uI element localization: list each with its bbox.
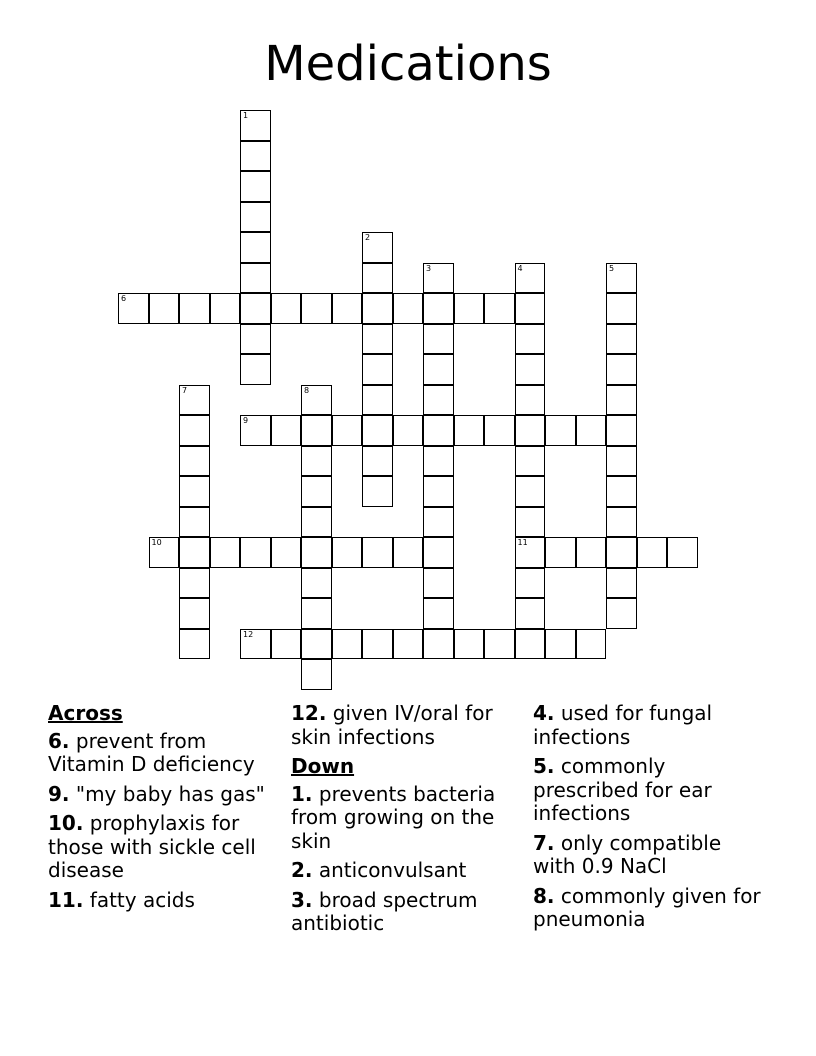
clue-text: broad spectrum antibiotic [291, 887, 478, 935]
grid-cell[interactable] [606, 324, 637, 355]
grid-cell[interactable] [515, 507, 546, 538]
clue-number: 5. [533, 754, 555, 778]
grid-cell[interactable] [515, 293, 546, 324]
grid-cell[interactable] [332, 629, 363, 660]
cell-number: 4 [517, 263, 523, 273]
grid-cell[interactable] [515, 476, 546, 507]
grid-cell[interactable] [393, 537, 424, 568]
clue-item [48, 730, 284, 777]
grid-cell[interactable] [362, 293, 393, 324]
grid-cell[interactable] [515, 354, 546, 385]
grid-cell[interactable] [362, 385, 393, 416]
grid-cell[interactable] [423, 598, 454, 629]
grid-cell[interactable] [362, 476, 393, 507]
page-title: Medications [264, 36, 552, 92]
grid-cell[interactable] [179, 598, 210, 629]
cell-number: 8 [304, 385, 310, 395]
grid-cell[interactable] [545, 537, 576, 568]
clue-text: "my baby has gas" [69, 781, 265, 806]
grid-cell[interactable] [240, 232, 271, 263]
clue-text: commonly given for pneumonia [533, 883, 761, 931]
grid-cell[interactable] [484, 415, 515, 446]
clue-number: 7. [533, 830, 555, 855]
clue-text: prophylaxis for those with sickle cell disease [48, 811, 256, 882]
grid-cell[interactable] [301, 446, 332, 477]
grid-cell[interactable] [606, 293, 637, 324]
grid-cell[interactable] [301, 568, 332, 599]
cell-number: 6 [121, 294, 127, 303]
clue-item [48, 783, 284, 807]
grid-cell[interactable] [667, 537, 698, 568]
clue-number: 4. [533, 701, 555, 725]
grid-cell[interactable] [271, 415, 302, 446]
grid-cell[interactable] [606, 537, 637, 568]
grid-cell[interactable] [179, 385, 210, 416]
clue-number: 2. [291, 858, 313, 882]
grid-cell[interactable] [301, 476, 332, 507]
grid-cell[interactable] [179, 415, 210, 446]
clue-item [533, 832, 769, 879]
cell-number: 2 [365, 233, 371, 242]
grid-cell[interactable] [393, 415, 424, 446]
grid-cell[interactable] [423, 446, 454, 477]
grid-cell[interactable] [301, 293, 332, 324]
grid-cell[interactable] [423, 629, 454, 660]
down-heading: Down [291, 754, 355, 778]
grid-cell[interactable] [515, 415, 546, 446]
grid-cell[interactable] [301, 629, 332, 660]
grid-cell[interactable] [179, 446, 210, 477]
grid-cell[interactable] [423, 507, 454, 538]
clue-item [533, 885, 769, 932]
clue-column-1 [48, 702, 284, 918]
grid-cell[interactable] [576, 629, 607, 660]
cell-number: 3 [426, 263, 432, 273]
clue-text: only compatible with 0.9 NaCl [533, 830, 722, 878]
grid-cell[interactable] [332, 415, 363, 446]
grid-cell[interactable] [515, 537, 546, 568]
grid-cell[interactable] [179, 568, 210, 599]
clue-number: 1. [291, 781, 313, 806]
across-heading: Across [48, 701, 123, 725]
clue-text: commonly prescribed for ear infections [533, 754, 712, 825]
grid-cell[interactable] [423, 354, 454, 385]
grid-cell[interactable] [118, 293, 149, 324]
grid-cell[interactable] [637, 537, 668, 568]
clue-column-2 [291, 702, 527, 942]
grid-cell[interactable] [240, 110, 271, 141]
grid-cell[interactable] [576, 537, 607, 568]
grid-cell[interactable] [179, 293, 210, 324]
clue-number: 10. [48, 811, 84, 835]
grid-cell[interactable] [362, 537, 393, 568]
grid-cell[interactable] [362, 446, 393, 477]
grid-cell[interactable] [240, 629, 271, 660]
cell-number: 10 [151, 538, 162, 547]
grid-cell[interactable] [515, 598, 546, 629]
grid-cell[interactable] [606, 415, 637, 446]
grid-cell[interactable] [423, 263, 454, 294]
grid-cell[interactable] [179, 537, 210, 568]
grid-cell[interactable] [179, 629, 210, 660]
grid-cell[interactable] [332, 537, 363, 568]
cell-number: 5 [609, 263, 615, 273]
grid-cell[interactable] [271, 629, 302, 660]
clue-number: 11. [48, 887, 84, 912]
grid-cell[interactable] [606, 263, 637, 294]
grid-cell[interactable] [606, 385, 637, 416]
grid-cell[interactable] [515, 629, 546, 660]
grid-cell[interactable] [576, 415, 607, 446]
grid-cell[interactable] [240, 415, 271, 446]
clue-text: given IV/oral for skin infections [291, 701, 493, 749]
grid-cell[interactable] [362, 232, 393, 263]
grid-cell[interactable] [362, 263, 393, 294]
grid-cell[interactable] [423, 476, 454, 507]
grid-cell[interactable] [423, 324, 454, 355]
grid-cell[interactable] [240, 537, 271, 568]
grid-cell[interactable] [301, 507, 332, 538]
grid-cell[interactable] [454, 415, 485, 446]
grid-cell[interactable] [393, 293, 424, 324]
grid-cell[interactable] [515, 263, 546, 294]
grid-cell[interactable] [362, 415, 393, 446]
grid-cell[interactable] [240, 263, 271, 294]
grid-cell[interactable] [362, 629, 393, 660]
grid-cell[interactable] [240, 293, 271, 324]
clue-item [48, 812, 284, 883]
clue-text: prevents bacteria from growing on the skin [291, 781, 496, 853]
grid-cell[interactable] [210, 537, 241, 568]
grid-cell[interactable] [332, 293, 363, 324]
grid-cell[interactable] [423, 385, 454, 416]
grid-cell[interactable] [240, 171, 271, 202]
clue-item [48, 889, 284, 913]
grid-cell[interactable] [179, 476, 210, 507]
grid-cell[interactable] [362, 354, 393, 385]
grid-cell[interactable] [606, 354, 637, 385]
grid-cell[interactable] [393, 629, 424, 660]
clue-text: prevent from Vitamin D deficiency [48, 728, 255, 776]
grid-cell[interactable] [423, 568, 454, 599]
grid-cell[interactable] [271, 293, 302, 324]
grid-cell[interactable] [301, 415, 332, 446]
grid-cell[interactable] [240, 324, 271, 355]
clue-item [291, 859, 527, 883]
clue-item [533, 755, 769, 826]
grid-cell[interactable] [149, 537, 180, 568]
cell-number: 7 [182, 385, 188, 395]
grid-cell[interactable] [362, 324, 393, 355]
grid-cell[interactable] [240, 141, 271, 172]
grid-cell[interactable] [149, 293, 180, 324]
grid-cell[interactable] [606, 476, 637, 507]
grid-cell[interactable] [301, 537, 332, 568]
grid-cell[interactable] [423, 415, 454, 446]
grid-cell[interactable] [423, 293, 454, 324]
grid-cell[interactable] [423, 537, 454, 568]
clue-item [533, 702, 769, 749]
grid-cell[interactable] [271, 537, 302, 568]
clue-number: 9. [48, 781, 70, 806]
grid-cell[interactable] [515, 446, 546, 477]
grid-cell[interactable] [606, 568, 637, 599]
clue-number: 12. [291, 701, 327, 725]
cell-number: 11 [517, 538, 528, 547]
clue-text: anticonvulsant [312, 858, 467, 882]
grid-cell[interactable] [484, 293, 515, 324]
grid-cell[interactable] [606, 446, 637, 477]
clue-item [291, 702, 527, 749]
grid-cell[interactable] [240, 354, 271, 385]
grid-cell[interactable] [515, 324, 546, 355]
grid-cell[interactable] [454, 293, 485, 324]
grid-cell[interactable] [301, 385, 332, 416]
cell-number: 9 [243, 416, 249, 425]
grid-cell[interactable] [240, 202, 271, 233]
cell-number: 12 [243, 629, 254, 639]
grid-cell[interactable] [545, 629, 576, 660]
grid-cell[interactable] [484, 629, 515, 660]
grid-cell[interactable] [301, 598, 332, 629]
cell-number: 1 [243, 111, 249, 120]
grid-cell[interactable] [545, 415, 576, 446]
grid-cell[interactable] [606, 598, 637, 629]
clue-number: 6. [48, 728, 70, 753]
clue-text: fatty acids [83, 887, 195, 912]
grid-cell[interactable] [210, 293, 241, 324]
grid-cell[interactable] [606, 507, 637, 538]
clue-text: used for fungal infections [533, 701, 713, 749]
grid-cell[interactable] [179, 507, 210, 538]
grid-cell[interactable] [454, 629, 485, 660]
clue-item [291, 889, 527, 936]
clue-number: 3. [291, 887, 313, 912]
clue-number: 8. [533, 883, 555, 908]
clue-column-3 [533, 702, 769, 938]
grid-cell[interactable] [515, 568, 546, 599]
clue-item [291, 783, 527, 854]
grid-cell[interactable] [515, 385, 546, 416]
grid-cell[interactable] [301, 659, 332, 690]
